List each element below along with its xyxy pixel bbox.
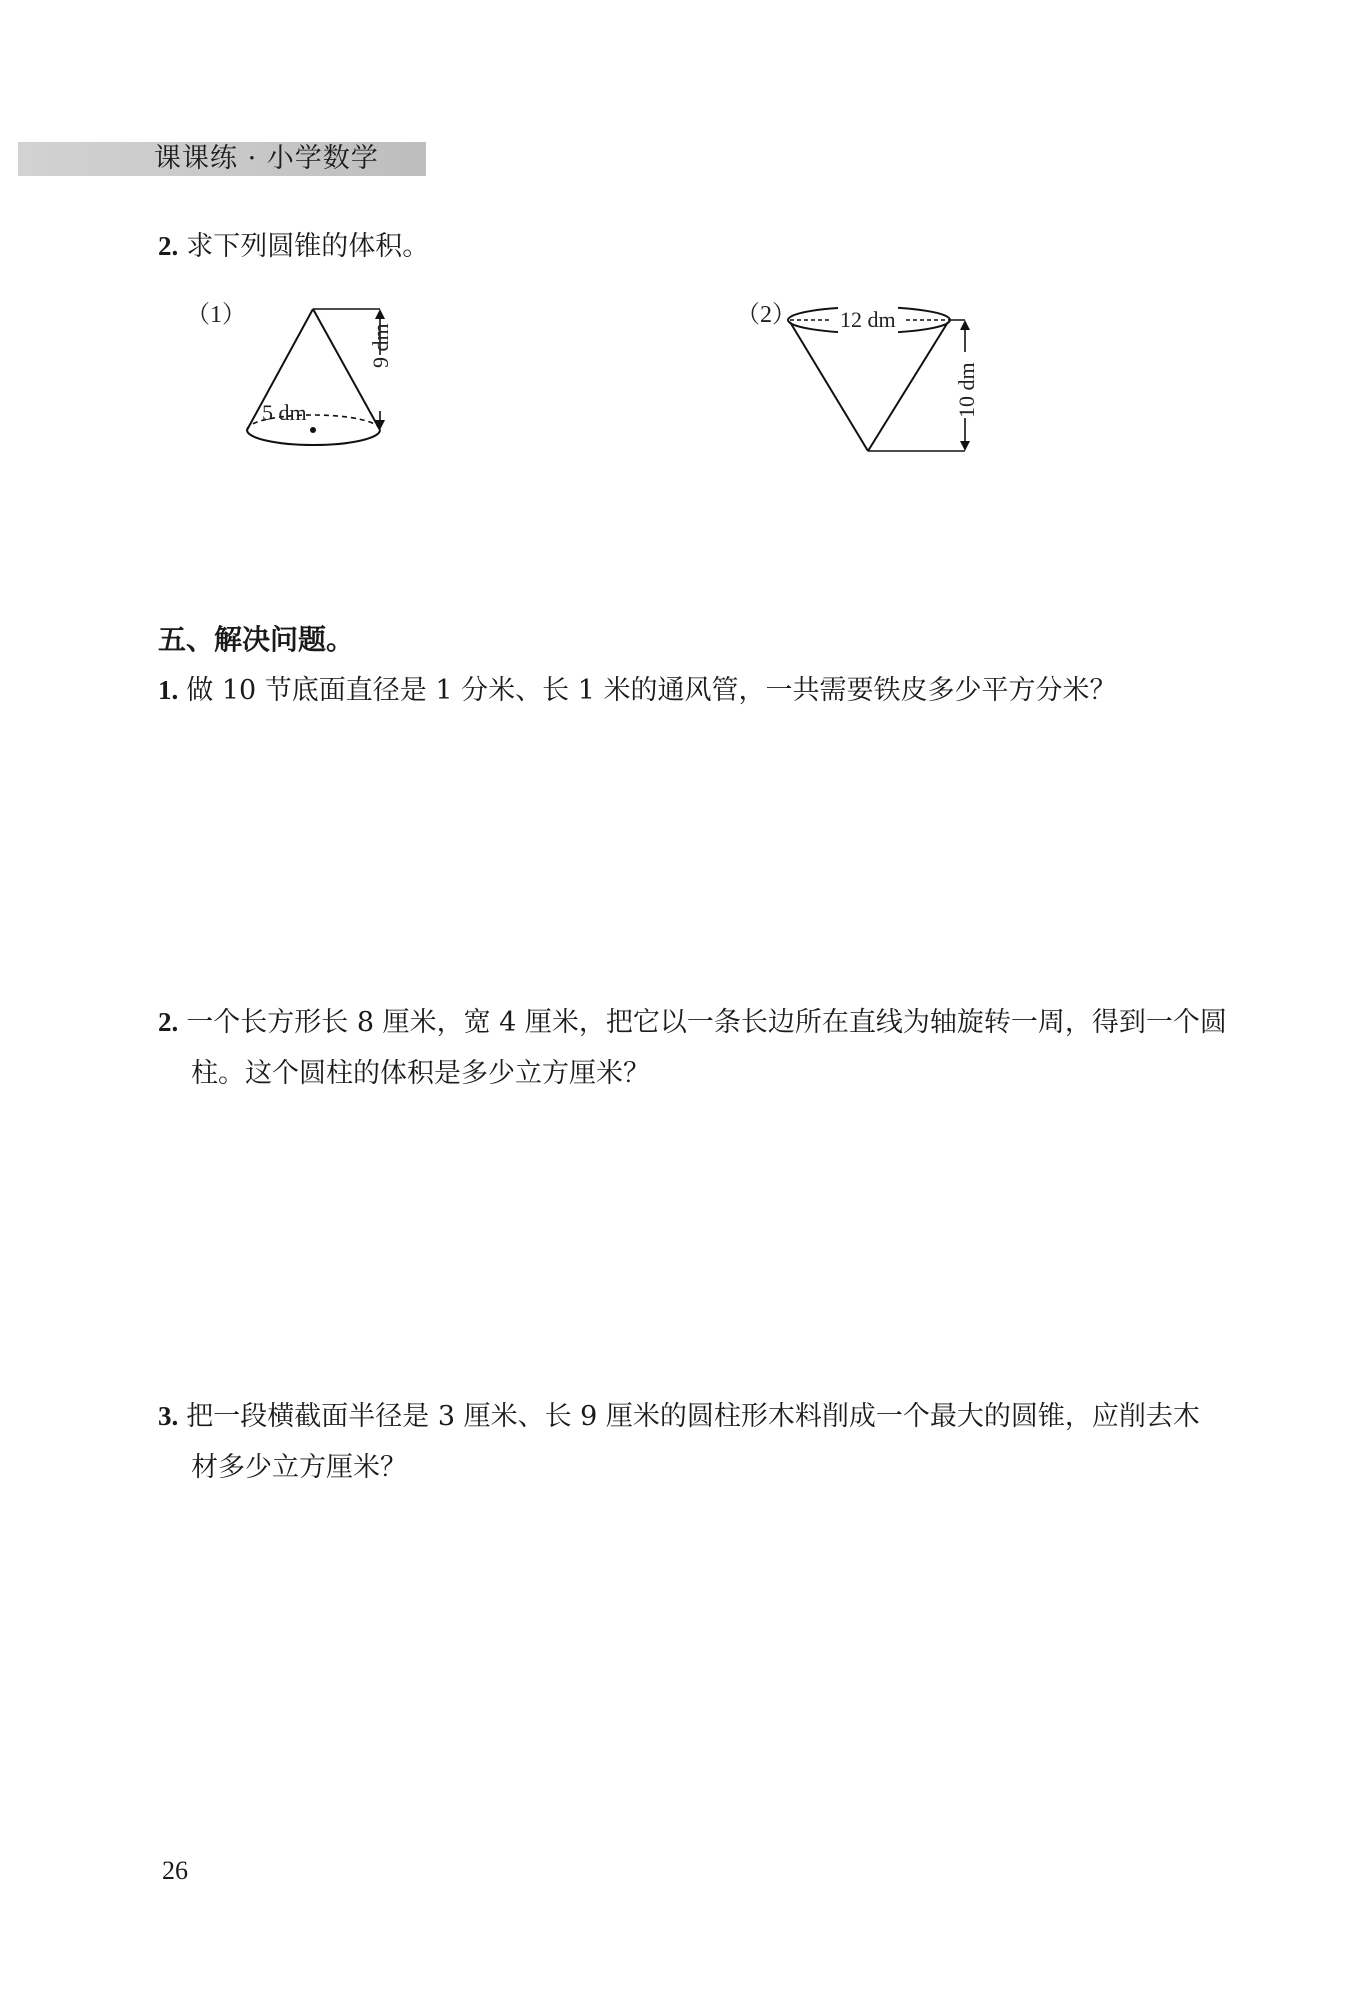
problem-number: 2. [158,1007,179,1037]
section-five-title: 五、解决问题。 [158,623,355,656]
height-label-1: 9 dm [368,323,393,368]
problem-3-line-1 [158,1396,1200,1437]
problem-number: 1. [158,675,179,705]
answer-space-1[interactable] [158,720,1238,1000]
diameter-label: 12 dm [838,305,898,335]
problem-3-line-2: 材多少立方厘米？ [191,1452,407,1483]
header-title: 课课练 · 小学数学 [154,143,379,174]
page-number: 26 [162,1856,188,1885]
problem-2-line-1 [158,1002,1227,1043]
problem-1 [158,670,1116,711]
answer-space-2[interactable] [158,1104,1238,1384]
height-label-2: 10 dm [954,362,979,418]
question-text: 求下列圆锥的体积。 [186,231,430,262]
problem-number: 3. [158,1401,179,1431]
radius-label: 5 dm [262,400,307,425]
problem-text: 一个长方形长 8 厘米，宽 4 厘米，把它以一条长边所在直线为轴旋转一周，得到一个圆 [186,1007,1227,1038]
answer-space-3[interactable] [158,1498,1238,1818]
figure-1-label: （1） [186,302,246,328]
figure-2-label: （2） [736,302,796,328]
problem-2-line-2: 柱。这个圆柱的体积是多少立方厘米？ [191,1058,650,1089]
problem-text: 把一段横截面半径是 3 厘米、长 9 厘米的圆柱形木料削成一个最大的圆锥，应削去木 [186,1401,1200,1432]
question-2-prompt [158,226,429,267]
question-number: 2. [158,231,179,261]
problem-text: 做 10 节底面直径是 1 分米、长 1 米的通风管，一共需要铁皮多少平方分米？ [186,675,1117,706]
